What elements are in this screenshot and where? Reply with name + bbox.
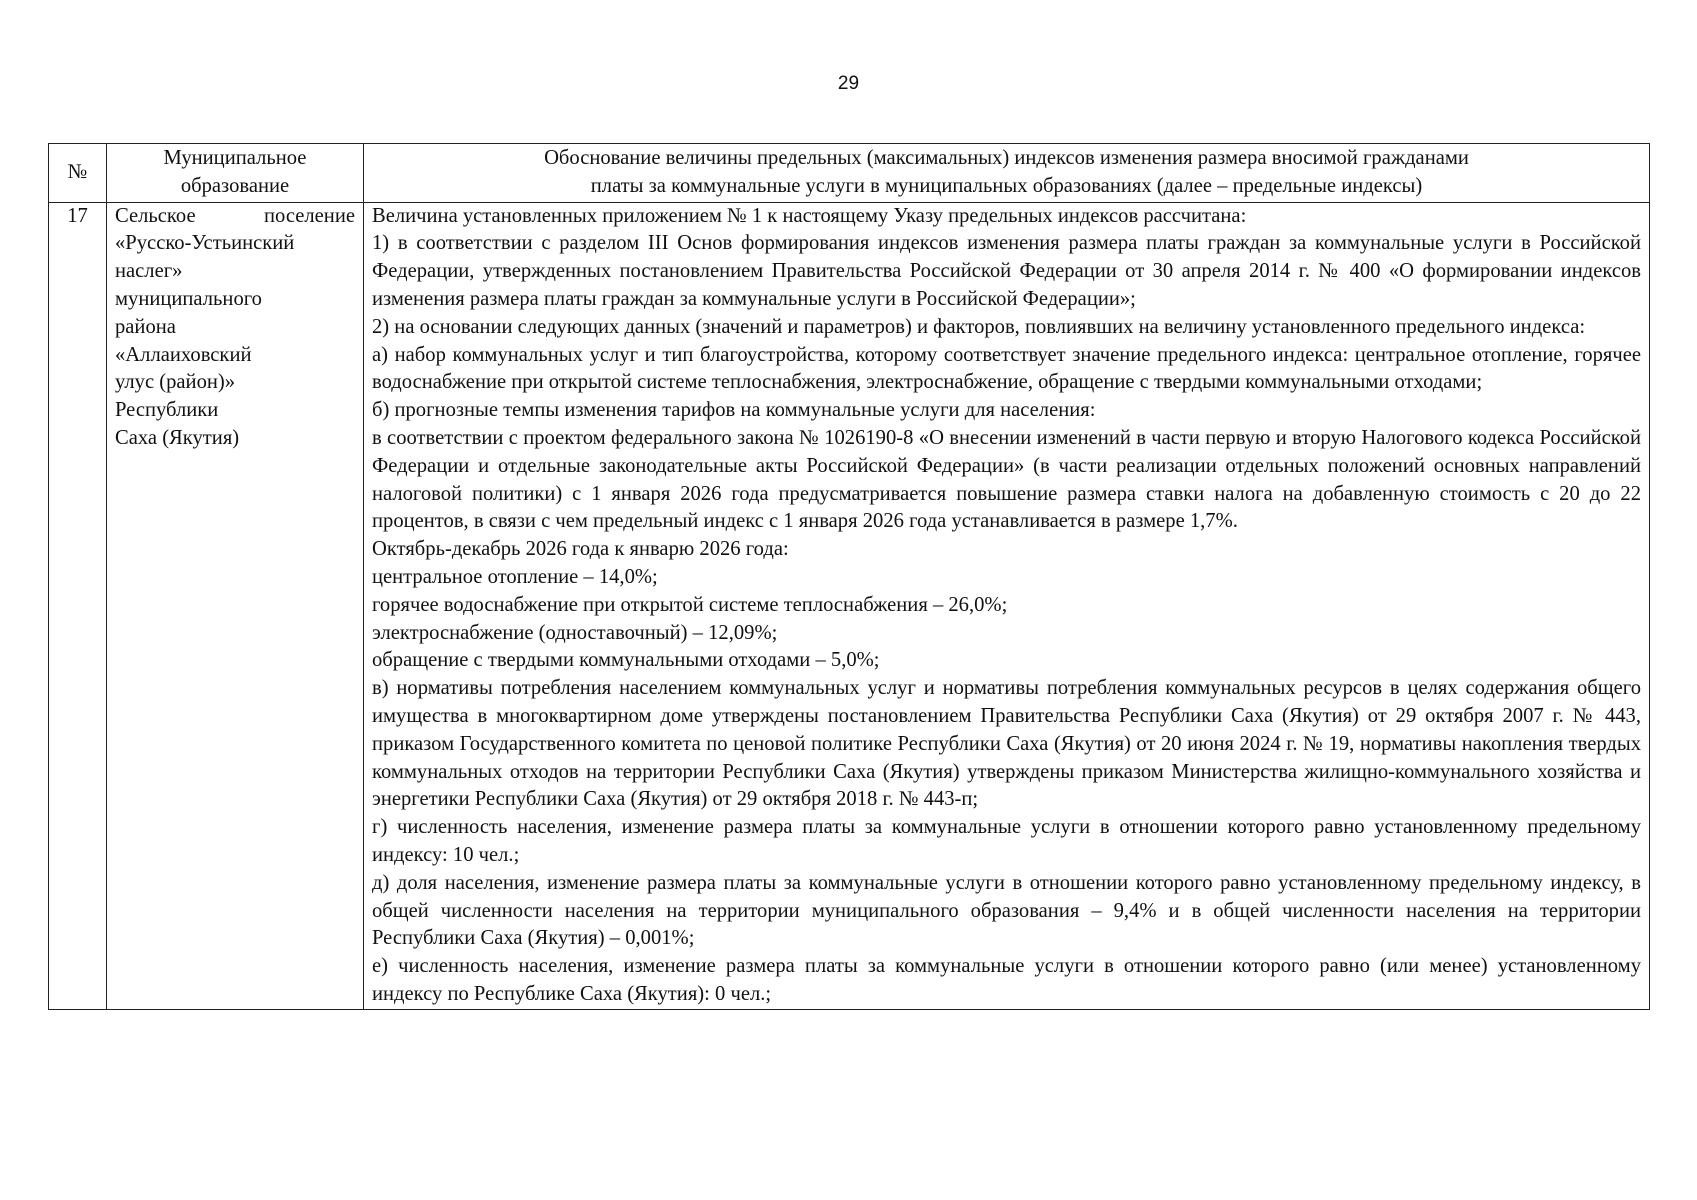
- justification-item-e: е) численность населения, изменение размера платы за коммунальные услуги в отношении которого равно (или менее) установленному индексу по Республике Саха (Якутия): 0 чел.;: [372, 955, 1641, 1005]
- header-justification-line-1: Обоснование величины предельных (максимальных) индексов изменения размера вносимой гражданами: [544, 147, 1469, 169]
- municipality-line: «Русско-Устьинский: [115, 232, 295, 255]
- justification-item-2: 2) на основании следующих данных (значений и параметров) и факторов, повлиявших на величину установленного предельного индекса:: [372, 315, 1586, 338]
- header-justification: [364, 144, 1650, 203]
- table-body: [49, 202, 1650, 1009]
- header-municipality-line-1: Муниципальное: [163, 147, 307, 169]
- municipality-line: улус (район)»: [115, 371, 236, 394]
- header-number: №: [49, 144, 107, 203]
- page-number: 29: [837, 73, 860, 94]
- municipality-line: наслег»: [115, 260, 183, 283]
- row-number: 17: [49, 202, 107, 1009]
- municipality-line: Республики: [115, 399, 219, 422]
- justification-vat-note: в соответствии с проектом федерального закона № 1026190-8 «О внесении изменений в части первую и вторую Налогового кодекса Российской Федерации и отдельные законодательные акты Российской Федерации» (в части реализации отдельных положений основных направлений налоговой политики) с 1 января 2026 года предусматривается повышение размера ставки налога на добавленную стоимость с 20 до 22 процентов, в связи с чем предельный индекс с 1 января 2026 года устанавливается в размере 1,7%.: [372, 426, 1641, 533]
- justification-item-v: в) нормативы потребления населением коммунальных услуг и нормативы потребления коммунальных ресурсов в целях содержания общего имущества в многоквартирном доме утверждены постановлением Правительства Республики Саха (Якутия) от 29 октября 2007 г. № 443, приказом Государственного комитета по ценовой политике Республики Саха (Якутия) от 20 июня 2024 г. № 19, нормативы накопления твердых коммунальных отходов на территории Республики Саха (Якутия) утверждены приказом Министерства жилищно-коммунального хозяйства и энергетики Республики Саха (Якутия) от 29 октября 2018 г. № 443-п;: [372, 677, 1641, 811]
- justification-intro: Величина установленных приложением № 1 к настоящему Указу предельных индексов рассчитана:: [372, 204, 1247, 227]
- header-municipality-line-2: образование: [180, 174, 290, 197]
- justification-item-g: г) численность населения, изменение размера платы за коммунальные услуги в отношении которого равно установленному предельному индексу: 10 чел.;: [372, 816, 1641, 866]
- rate-electricity: электроснабжение (одноставочный) – 12,09%;: [372, 621, 778, 644]
- header-justification-line-2: платы за коммунальные услуги в муниципальных образованиях (далее – предельные индексы): [590, 174, 1423, 197]
- municipality-line: района: [115, 315, 176, 338]
- justification-item-d: д) доля населения, изменение размера платы за коммунальные услуги в отношении которого равно установленному предельному индексу, в общей численности населения на территории муниципального образования – 9,4% и в общей численности населения на территории Республики Саха (Якутия) – 0,001%;: [372, 871, 1641, 950]
- municipality-line: Сельское поселение: [115, 204, 355, 227]
- rate-heating: центральное отопление – 14,0%;: [372, 565, 658, 588]
- rate-waste: обращение с твердыми коммунальными отходами – 5,0%;: [372, 649, 880, 672]
- rate-hot-water: горячее водоснабжение при открытой системе теплоснабжения – 26,0%;: [372, 593, 1008, 616]
- justification-item-a: а) набор коммунальных услуг и тип благоустройства, которому соответствует значение предельного индекса: центральное отопление, горячее водоснабжение при открытой системе теплоснабжения, электроснабжение, обращение с твердыми коммунальными отходами;: [372, 343, 1641, 394]
- justification-period: Октябрь-декабрь 2026 года к январю 2026 года:: [372, 538, 789, 561]
- municipality-cell: [107, 202, 364, 1009]
- justification-item-b: б) прогнозные темпы изменения тарифов на коммунальные услуги для населения:: [372, 399, 1096, 422]
- index-justification-table: [48, 143, 1650, 1010]
- header-municipality: [107, 144, 364, 203]
- header-row: [49, 144, 1650, 203]
- municipality-line: «Аллаиховский: [115, 343, 252, 366]
- justification-cell: [364, 202, 1650, 1009]
- justification-item-1: 1) в соответствии с разделом III Основ формирования индексов изменения размера платы граждан за коммунальные услуги в Российской Федерации, утвержденных постановлением Правительства Российской Федерации от 30 апреля 2014 г. № 400 «О формировании индексов изменения размера платы граждан за коммунальные услуги в Российской Федерации»;: [372, 232, 1641, 310]
- table-header: [49, 144, 1650, 203]
- municipality-line: Саха (Якутия): [115, 426, 240, 449]
- municipality-line: муниципального: [115, 287, 262, 310]
- table-row: [49, 202, 1650, 1009]
